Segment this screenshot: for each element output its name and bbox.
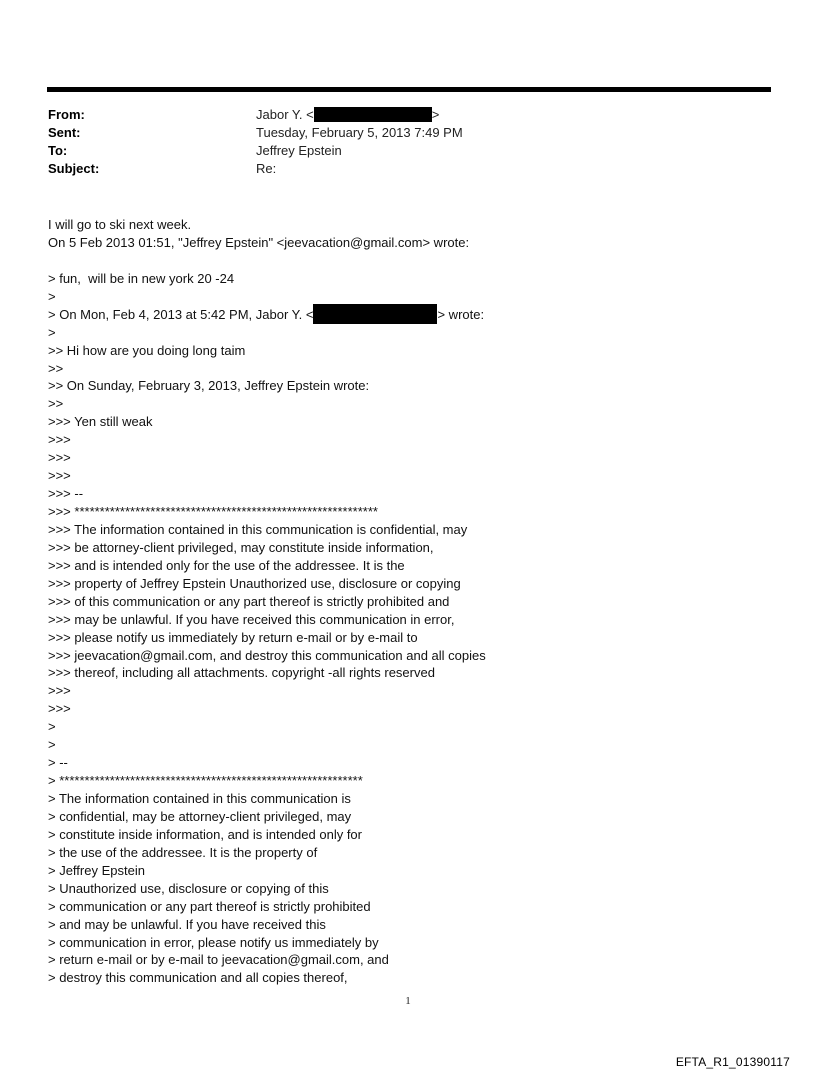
- body-line-text: >>> Yen still weak: [48, 414, 153, 430]
- body-line-text: > ************************************************************: [48, 773, 363, 789]
- body-line: [48, 969, 768, 987]
- to-value: Jeffrey Epstein: [256, 143, 342, 158]
- from-sender-name: Jabor Y. <: [256, 107, 314, 122]
- document-id: EFTA_R1_01390117: [675, 1055, 790, 1069]
- body-line: [48, 306, 768, 324]
- body-line: [48, 521, 768, 539]
- body-line-text: >>>: [48, 468, 71, 484]
- body-line-text: > On Mon, Feb 4, 2013 at 5:42 PM, Jabor Y. <: [48, 306, 314, 322]
- body-line-text: >> On Sunday, February 3, 2013, Jeffrey Epstein wrote:: [48, 378, 370, 394]
- body-line: [48, 377, 768, 395]
- body-line: [48, 951, 768, 969]
- from-sender-tail: >: [431, 107, 440, 122]
- body-line: [48, 898, 768, 916]
- from-value: [256, 106, 439, 124]
- body-line: [48, 629, 768, 647]
- body-line-text: > Unauthorized use, disclosure or copying of this: [48, 880, 329, 896]
- body-line: [48, 682, 768, 700]
- body-line: [48, 718, 768, 736]
- body-line-text: >: [437, 306, 446, 322]
- body-line-text: > and may be unlawful. If you have received this: [48, 916, 326, 932]
- body-line-text: I will go to ski next week.: [48, 217, 192, 232]
- body-line: [48, 611, 768, 629]
- body-line: [48, 449, 768, 467]
- body-line-text: >>: [48, 396, 64, 412]
- body-line: [48, 252, 768, 270]
- body-line: [48, 539, 768, 557]
- body-line: [48, 593, 768, 611]
- body-line: [48, 754, 768, 772]
- subject-row: [48, 160, 768, 178]
- body-line-text: >>> and is intended only for the use of the addressee. It is the: [48, 557, 405, 573]
- page-number: 1: [405, 995, 411, 1007]
- body-line: [48, 808, 768, 826]
- body-line: [48, 862, 768, 880]
- body-line: [48, 664, 768, 682]
- body-line: [48, 234, 768, 252]
- body-line: [48, 467, 768, 485]
- sent-label: Sent:: [48, 125, 81, 140]
- body-line: [48, 395, 768, 413]
- body-line-text: >>> please notify us immediately by return e-mail or by e-mail to: [48, 629, 418, 645]
- body-line: [48, 826, 768, 844]
- body-line-text: > communication or any part thereof is strictly prohibited: [48, 898, 371, 914]
- body-line-text: > the use of the addressee. It is the property of: [48, 844, 318, 860]
- body-line: [48, 844, 768, 862]
- body-line-text: > --: [48, 755, 68, 771]
- body-line-text: >>>: [48, 450, 71, 466]
- body-line-text: >> Hi how are you doing long taim: [48, 342, 246, 358]
- body-line: [48, 647, 768, 665]
- body-line-text: >>> may be unlawful. If you have received this communication in error,: [48, 611, 455, 627]
- body-line: [48, 557, 768, 575]
- sent-value: Tuesday, February 5, 2013 7:49 PM: [256, 125, 463, 140]
- body-line-text: > return e-mail or by e-mail to jeevacation@gmail.com, and: [48, 952, 389, 968]
- redaction-block: [313, 304, 437, 324]
- body-line-text: >: [48, 288, 56, 304]
- body-line-text: >>> The information contained in this communication is confidential, may: [48, 521, 468, 537]
- body-line: [48, 575, 768, 593]
- email-body: [48, 216, 768, 987]
- redaction-block: [314, 107, 432, 122]
- body-line-text: >>>: [48, 683, 71, 699]
- body-line-text: >>> --: [48, 486, 84, 502]
- body-line: [48, 916, 768, 934]
- body-line-text: >>> be attorney-client privileged, may constitute inside information,: [48, 539, 434, 555]
- body-line-text: >>> property of Jeffrey Epstein Unauthorized use, disclosure or copying: [48, 575, 461, 591]
- sent-row: [48, 124, 768, 142]
- body-line-text: > constitute inside information, and is intended only for: [48, 826, 362, 842]
- body-line-text: >>>: [48, 432, 71, 448]
- body-line: [48, 360, 768, 378]
- body-line-text: >>> of this communication or any part thereof is strictly prohibited and: [48, 593, 450, 609]
- header-divider: [47, 87, 771, 92]
- body-line: [48, 216, 768, 234]
- body-line: [48, 700, 768, 718]
- body-line-text: > fun, will be in new york 20 -24: [48, 270, 235, 286]
- from-label: From:: [48, 107, 85, 122]
- email-header: [48, 106, 768, 178]
- body-line: [48, 880, 768, 898]
- body-line-text: > confidential, may be attorney-client privileged, may: [48, 808, 352, 824]
- body-line-text: >: [48, 719, 56, 735]
- subject-label: Subject:: [48, 161, 100, 176]
- body-line-text: >: [48, 737, 56, 753]
- body-line-text: >>> ************************************************************: [48, 504, 378, 519]
- body-line-text: >>>: [48, 701, 71, 717]
- body-line: [48, 772, 768, 790]
- body-line-text: > Jeffrey Epstein: [48, 862, 145, 878]
- body-line: [48, 934, 768, 952]
- body-line: [48, 503, 768, 521]
- subject-value: Re:: [256, 161, 277, 176]
- body-line: [48, 324, 768, 342]
- body-line-text: >>: [48, 360, 64, 376]
- body-line: [48, 270, 768, 288]
- body-line-text: >>> thereof, including all attachments. copyright -all rights reserved: [48, 665, 435, 681]
- body-line-text: > The information contained in this communication is: [48, 791, 351, 806]
- to-label: To:: [48, 143, 68, 158]
- body-line-text: On 5 Feb 2013 01:51, "Jeffrey Epstein" <jeevacation@gmail.com> wrote:: [48, 234, 470, 250]
- body-line-text: >>> jeevacation@gmail.com, and destroy this communication and all copies: [48, 647, 486, 663]
- body-line: [48, 431, 768, 449]
- body-line: [48, 342, 768, 360]
- body-line: [48, 736, 768, 754]
- to-row: [48, 142, 768, 160]
- body-line-text: > destroy this communication and all copies thereof,: [48, 970, 348, 986]
- body-line: [48, 485, 768, 503]
- body-line-text: > communication in error, please notify us immediately by: [48, 934, 379, 950]
- body-line-text: >: [48, 324, 56, 340]
- body-line-text: wrote:: [445, 306, 485, 322]
- body-line: [48, 413, 768, 431]
- body-line: [48, 790, 768, 808]
- from-row: [48, 106, 768, 124]
